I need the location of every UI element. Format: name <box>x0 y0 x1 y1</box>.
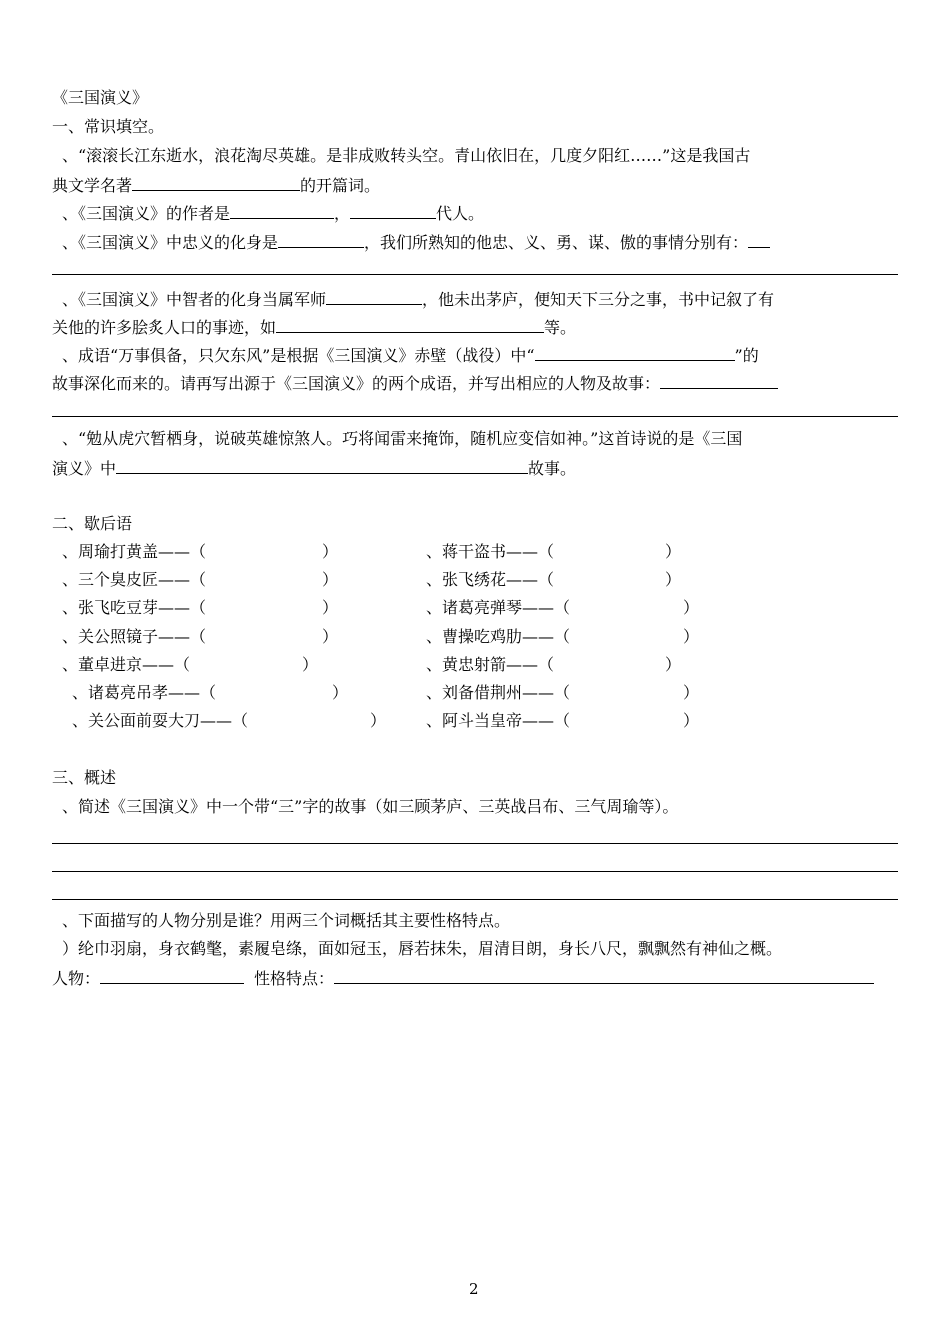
q5-line1 <box>62 344 759 366</box>
q6-line2 <box>52 457 576 479</box>
s3-q1-answer-line[interactable] <box>52 899 898 900</box>
q1-blank[interactable] <box>132 174 300 191</box>
xiehouyu-right-close: ） <box>683 711 700 730</box>
s3-q1-answer-line[interactable] <box>52 871 898 872</box>
xiehouyu-left-close: ） <box>332 683 349 702</box>
page-number: 2 <box>469 1280 479 1298</box>
section1-heading: 一、常识填空。 <box>52 117 165 136</box>
q5-line1-post: ”的 <box>734 346 759 365</box>
xiehouyu-left-close: ） <box>370 711 387 730</box>
q1-line1: 、“滚滚长江东逝水，浪花淘尽英雄。是非成败转头空。青山依旧在，几度夕阳红……”这是我国古 <box>62 146 751 165</box>
q3-tail-blank[interactable] <box>748 231 770 248</box>
xiehouyu-right-close: ） <box>683 627 700 646</box>
s3-q2: 、下面描写的人物分别是谁？用两三个词概括其主要性格特点。 <box>62 911 511 930</box>
q2-line <box>62 202 484 224</box>
q5-answer-line[interactable] <box>52 416 898 417</box>
q3-line <box>62 231 770 253</box>
xiehouyu-left-item: 、诸葛亮吊孝——（ <box>72 683 217 702</box>
q2-dynasty-blank[interactable] <box>350 202 436 219</box>
q5-idioms-blank[interactable] <box>660 372 778 389</box>
q4-deeds-blank[interactable] <box>276 316 544 333</box>
xiehouyu-right-close: ） <box>683 683 700 702</box>
xiehouyu-left-item: 、关公面前耍大刀——（ <box>72 711 249 730</box>
xiehouyu-right-close: ） <box>683 598 700 617</box>
xiehouyu-right-item: 、曹操吃鸡肋——（ <box>426 627 571 646</box>
xiehouyu-right-item: 、诸葛亮弹琴——（ <box>426 598 571 617</box>
q6-line2-pre: 演义》中 <box>52 459 117 478</box>
q3-answer-line[interactable] <box>52 274 898 275</box>
q1-line2-pre: 典文学名著 <box>52 176 133 195</box>
q2-pre: 、《三国演义》的作者是 <box>62 204 231 223</box>
xiehouyu-left-close: ） <box>322 598 339 617</box>
xiehouyu-right-close: ） <box>665 542 682 561</box>
q3-pre: 、《三国演义》中忠义的化身是 <box>62 233 279 252</box>
xiehouyu-left-item: 、三个臭皮匠——（ <box>62 570 207 589</box>
xiehouyu-left-close: ） <box>322 570 339 589</box>
section2-heading: 二、歇后语 <box>52 514 133 533</box>
person-label: 人物： <box>52 969 101 988</box>
xiehouyu-right-close: ） <box>665 570 682 589</box>
q5-line2-text: 故事深化而来的。请再写出源于《三国演义》的两个成语，并写出相应的人物及故事： <box>52 374 661 393</box>
person-trait-row <box>52 967 874 989</box>
s3-q1: 、简述《三国演义》中一个带“三”字的故事（如三顾茅庐、三英战吕布、三气周瑜等）。 <box>62 797 679 816</box>
q2-author-blank[interactable] <box>230 202 334 219</box>
xiehouyu-left-close: ） <box>322 542 339 561</box>
xiehouyu-left-close: ） <box>302 655 319 674</box>
q3-post: ，我们所熟知的他忠、义、勇、谋、傲的事情分别有： <box>364 233 749 252</box>
q6-line2-post: 故事。 <box>528 459 577 478</box>
trait-label: 性格特点： <box>254 969 335 988</box>
s3-q2-sub: ）纶巾羽扇，身衣鹤氅，素履皂绦，面如冠玉，唇若抹朱，眉清目朗，身长八尺，飘飘然有神仙之概。 <box>62 939 783 958</box>
q2-mid: ， <box>334 204 351 223</box>
q4-line2 <box>52 316 576 338</box>
q4-line2-pre: 关他的许多脍炙人口的事迹，如 <box>52 318 277 337</box>
xiehouyu-left-item: 、周瑜打黄盖——（ <box>62 542 207 561</box>
q1-line2-post: 的开篇词。 <box>300 176 381 195</box>
xiehouyu-right-item: 、蒋干盗书——（ <box>426 542 555 561</box>
q5-battle-blank[interactable] <box>535 344 735 361</box>
xiehouyu-right-item: 、阿斗当皇帝——（ <box>426 711 571 730</box>
q4-line2-post: 等。 <box>544 318 577 337</box>
section3-heading: 三、概述 <box>52 768 117 787</box>
person-blank[interactable] <box>100 967 244 984</box>
xiehouyu-left-item: 、张飞吃豆芽——（ <box>62 598 207 617</box>
q1-line2 <box>52 174 380 196</box>
xiehouyu-right-item: 、张飞绣花——（ <box>426 570 555 589</box>
s3-q1-answer-line[interactable] <box>52 843 898 844</box>
q2-post: 代人。 <box>436 204 485 223</box>
trait-blank[interactable] <box>334 967 874 984</box>
q5-line2 <box>52 372 778 394</box>
xiehouyu-left-item: 、关公照镜子——（ <box>62 627 207 646</box>
q3-blank[interactable] <box>278 231 364 248</box>
xiehouyu-right-item: 、黄忠射箭——（ <box>426 655 555 674</box>
xiehouyu-left-close: ） <box>322 627 339 646</box>
xiehouyu-right-item: 、刘备借荆州——（ <box>426 683 571 702</box>
q4-line1-pre: 、《三国演义》中智者的化身当属军师 <box>62 290 327 309</box>
q4-line1 <box>62 288 774 310</box>
q6-story-blank[interactable] <box>116 457 528 474</box>
q4-advisor-blank[interactable] <box>326 288 422 305</box>
xiehouyu-left-item: 、董卓进京——（ <box>62 655 191 674</box>
doc-title: 《三国演义》 <box>52 88 149 107</box>
q6-line1: 、“勉从虎穴暂栖身，说破英雄惊煞人。巧将闻雷来掩饰，随机应变信如神。”这首诗说的是《三国 <box>62 429 743 448</box>
q5-line1-pre: 、成语“万事俱备，只欠东风”是根据《三国演义》赤壁（战役）中“ <box>62 346 535 365</box>
q4-line1-post: ，他未出茅庐，便知天下三分之事，书中记叙了有 <box>422 290 775 309</box>
xiehouyu-right-close: ） <box>665 655 682 674</box>
